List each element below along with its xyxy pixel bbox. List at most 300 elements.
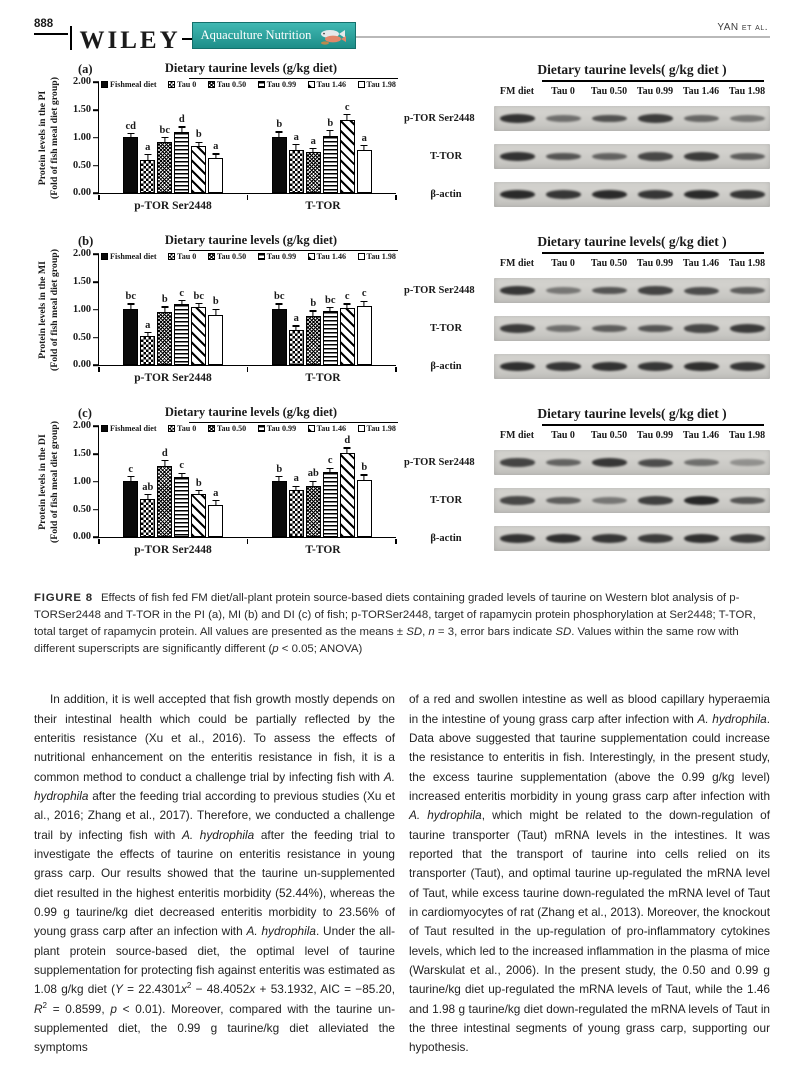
significance-letter: b <box>212 296 219 308</box>
significance-letter: c <box>128 463 134 475</box>
blot-band <box>500 324 535 332</box>
text-segment: 2 <box>42 1000 47 1010</box>
blot-lane-label: Tau 1.98 <box>728 258 766 269</box>
blot-lane <box>494 324 540 332</box>
blot-lane-label: Tau 0.50 <box>590 430 628 441</box>
error-bar-cap <box>144 154 151 155</box>
bar-group <box>248 254 397 365</box>
error-bar-cap <box>178 473 185 474</box>
error-bar <box>330 308 331 311</box>
blot-band <box>638 190 673 199</box>
bar-slot <box>289 426 304 537</box>
bar <box>174 477 189 537</box>
text-segment: = 22.4301 <box>122 982 181 997</box>
bar <box>191 146 206 194</box>
y-tick-label: 0.50 <box>72 503 91 515</box>
bar <box>340 120 355 193</box>
legend-item <box>308 80 346 89</box>
y-axis-label <box>34 249 64 386</box>
y-axis-label-text: Protein levels in the PI (Fold of fish meal diet group) <box>36 77 60 200</box>
blot-band <box>500 190 535 199</box>
x-axis-labels <box>98 200 398 212</box>
blot-lane <box>586 190 632 199</box>
legend-label: Tau 0.99 <box>266 424 297 434</box>
plot-area <box>72 420 396 543</box>
significance-letter: ab <box>142 481 154 493</box>
y-tick-label: 2.00 <box>72 76 91 88</box>
error-bar-cap <box>144 494 151 495</box>
blot-row-label: p-TOR Ser2448 <box>404 285 475 296</box>
error-bar-cap <box>178 126 185 127</box>
x-tick-mark <box>98 539 100 544</box>
text-segment: + 53.1932, AIC = −85.20, <box>255 982 395 997</box>
blot-band <box>546 459 581 466</box>
significance-letter: d <box>178 114 185 126</box>
blot-band <box>684 287 719 295</box>
blot-title-underline <box>542 424 764 426</box>
bar-slot <box>306 426 321 537</box>
bar <box>123 309 138 365</box>
y-tick-label: 0.00 <box>72 531 91 543</box>
blot-band <box>730 459 765 465</box>
blot-lane <box>678 190 724 199</box>
blot-band <box>638 362 673 371</box>
legend-swatch <box>101 81 108 88</box>
significance-letter: a <box>145 141 151 153</box>
error-bar <box>198 304 199 307</box>
bar-slot <box>191 254 206 365</box>
blot-lane-label: Tau 1.46 <box>682 430 720 441</box>
text-segment: , <box>422 626 429 639</box>
blot-band <box>592 153 627 160</box>
blot-lane <box>494 362 540 371</box>
bar <box>289 330 304 365</box>
blot-lane <box>494 496 540 504</box>
bar-slot <box>357 82 372 193</box>
blot-band <box>592 362 627 371</box>
significance-letter: d <box>161 447 168 459</box>
y-tick-label: 1.50 <box>72 103 91 115</box>
blot-title: Dietary taurine levels( g/kg diet ) <box>537 234 727 249</box>
text-segment: after the feeding trial to investigate the effects of taurine on enteritis resistance in young grass carp. Our results showed that the taurine un-supplemented diet resulted in the highest enteritis morbidity (52.44%), whereas the 0.99 g taurine/kg diet decreased enteritis morbidity to 23.56% of young grass carp after an infection with <box>34 827 396 939</box>
error-bar-cap <box>293 325 300 326</box>
blot-lane <box>724 115 770 122</box>
blot-row <box>402 278 770 303</box>
error-bar <box>198 491 199 494</box>
bar-group <box>99 254 248 365</box>
text-segment: A. hydrophila <box>246 924 316 939</box>
text-segment: . Under the all-plant protein source-based diet, the optimal level of taurine supplementation for protecting fish against enteritis was estimated as 1.08 g/kg diet ( <box>34 924 396 997</box>
blot-band <box>684 190 719 199</box>
error-bar-cap <box>293 144 300 145</box>
legend-label: Tau 1.98 <box>366 424 396 434</box>
blot-row-label: β-actin <box>430 361 462 372</box>
bar-slot <box>289 82 304 193</box>
y-axis-label-text: Protein levels in the MI (Fold of fish meal diet group) <box>36 249 60 372</box>
blot-band <box>638 459 673 467</box>
error-bar <box>364 146 365 150</box>
blot-band <box>684 152 719 160</box>
blot-row-label: p-TOR Ser2448 <box>404 113 475 124</box>
header-dash <box>182 38 192 40</box>
significance-letter: c <box>344 291 350 303</box>
bar-slot <box>157 82 172 193</box>
error-bar <box>347 305 348 308</box>
blot-lane <box>724 324 770 332</box>
error-bar-cap <box>178 300 185 301</box>
bar-slot <box>123 254 138 365</box>
y-tick-label: 1.00 <box>72 303 91 315</box>
blot-band <box>546 153 581 161</box>
x-axis-labels <box>98 372 398 384</box>
blot-band <box>546 534 581 543</box>
bar-chart-panel-b <box>34 234 398 402</box>
blot-lane-label: Tau 1.46 <box>682 86 720 97</box>
blot-row <box>402 354 770 379</box>
significance-letter: a <box>213 487 219 499</box>
text-segment: A. hydrophila <box>697 711 767 726</box>
chart-title-underline <box>189 422 398 424</box>
significance-letter: bc <box>274 291 285 303</box>
legend-swatch <box>308 81 315 88</box>
bar <box>272 481 287 537</box>
bar <box>191 307 206 365</box>
error-bar <box>364 476 365 480</box>
blot-row <box>402 144 770 169</box>
text-segment: of a red and swollen intestine as well as blood capillary hyperaemia in the intestine of young grass carp after infection with <box>409 692 770 726</box>
error-bar <box>364 302 365 306</box>
blot-title-underline <box>542 252 764 254</box>
text-segment: < 0.05; ANOVA) <box>278 643 363 656</box>
error-bar-cap <box>310 481 317 482</box>
blot-lane <box>586 362 632 371</box>
bar-slot <box>323 254 338 365</box>
y-tick-label: 0.50 <box>72 159 91 171</box>
y-tick-label: 1.50 <box>72 275 91 287</box>
blot-lane <box>494 152 540 161</box>
bar-slot <box>306 82 321 193</box>
legend-swatch <box>308 253 315 260</box>
blot-band <box>546 190 581 199</box>
blot-strip <box>494 450 770 475</box>
fish-illustration <box>317 27 347 45</box>
blot-lane <box>540 534 586 543</box>
y-tick-label: 0.00 <box>72 359 91 371</box>
text-segment: . Data above suggested that taurine supplementation could increase the resistance to enteritis in fish. Interestingly, in the present study, the excess taurine supplementation (above the 0.99 g/kg level) increased enteritis morbidity in young grass carp after infection with <box>409 711 770 803</box>
blot-lane <box>586 458 632 467</box>
bar-slot <box>140 426 155 537</box>
text-segment: − 48.4052 <box>191 982 250 997</box>
bar-group <box>99 426 248 537</box>
panel-label: (b) <box>78 234 94 248</box>
blot-band <box>684 362 719 371</box>
error-bar-cap <box>195 303 202 304</box>
legend-swatch <box>258 81 265 88</box>
text-segment: x <box>249 982 256 997</box>
blot-lane <box>678 152 724 160</box>
blot-lane <box>494 286 540 295</box>
error-bar <box>313 482 314 486</box>
blot-band <box>638 286 673 294</box>
bar-slot <box>191 426 206 537</box>
chart-body <box>34 420 398 558</box>
y-tick-label: 0.50 <box>72 331 91 343</box>
text-segment: In addition, it is well accepted that fish growth mostly depends on their intestinal health which could be partially reflected by the enteritis resistance (Xu et al., 2016). To assess the effects of nutritional enhancement on the enteritis resistance in fish, it is a common method to conduct a challenge trial by infecting fish with <box>34 692 395 784</box>
blot-row-label: T-TOR <box>429 323 463 334</box>
blot-lane <box>494 114 540 123</box>
blot-panel-3 <box>402 406 770 574</box>
error-bar <box>330 469 331 472</box>
blot-lane-label: Tau 0 <box>551 86 575 97</box>
blot-lane <box>586 497 632 504</box>
bar-slot <box>289 254 304 365</box>
blot-lane <box>632 496 678 504</box>
bar-group <box>248 426 397 537</box>
error-bar-cap <box>361 301 368 302</box>
legend-label: Tau 0 <box>177 252 197 262</box>
error-bar-cap <box>212 153 219 154</box>
error-bar-cap <box>127 476 134 477</box>
error-bar <box>296 145 297 149</box>
legend-label: Fishmeal diet <box>110 252 157 262</box>
error-bar <box>130 134 131 137</box>
error-bar <box>147 155 148 159</box>
chart-header <box>104 406 398 423</box>
error-bar-cap <box>276 303 283 304</box>
legend-swatch <box>358 253 365 260</box>
error-bar-cap <box>161 137 168 138</box>
legend-item <box>101 252 157 261</box>
text-segment: R <box>34 1001 43 1016</box>
bar-slot <box>272 426 287 537</box>
legend-item <box>308 252 346 261</box>
significance-letter: cd <box>125 120 136 132</box>
blot-lane <box>540 325 586 332</box>
blot-lane <box>586 325 632 333</box>
error-bar-cap <box>310 148 317 149</box>
error-bar-cap <box>293 486 300 487</box>
panel-label: (a) <box>78 62 93 76</box>
bar-slot <box>174 254 189 365</box>
legend-swatch <box>258 425 265 432</box>
blot-lane <box>494 458 540 466</box>
significance-letter: c <box>361 288 367 300</box>
bar <box>174 304 189 366</box>
bar-slot <box>306 254 321 365</box>
text-segment: p <box>272 643 279 656</box>
y-tick-label: 2.00 <box>72 248 91 260</box>
bar-slot <box>323 426 338 537</box>
legend-item <box>258 252 296 261</box>
y-tick-label: 1.00 <box>72 131 91 143</box>
bar-slot <box>272 82 287 193</box>
plot-column <box>64 76 398 214</box>
bar <box>272 137 287 193</box>
y-axis-label-text: Protein levels in the DI (Fold of fish meal diet group) <box>36 421 60 544</box>
bar-slot <box>208 254 223 365</box>
bar <box>157 312 172 365</box>
blot-row <box>402 316 770 341</box>
error-bar <box>198 143 199 146</box>
blot-lane <box>632 459 678 467</box>
bar-slot <box>140 82 155 193</box>
blot-lane-label: Tau 1.46 <box>682 258 720 269</box>
bar-groups <box>99 254 396 365</box>
blot-band <box>500 286 535 295</box>
text-segment: SD <box>555 626 572 639</box>
significance-letter: a <box>310 135 316 147</box>
legend-label: Tau 1.46 <box>316 80 347 90</box>
error-bar <box>313 312 314 316</box>
blot-lane <box>724 153 770 161</box>
blot-strip <box>494 144 770 169</box>
chart-body <box>34 76 398 214</box>
bar <box>208 505 223 537</box>
blot-strip <box>494 182 770 207</box>
bar <box>272 309 287 365</box>
significance-letter: b <box>195 477 202 489</box>
blot-lane <box>632 190 678 199</box>
bar-slot <box>191 82 206 193</box>
bar <box>208 315 223 365</box>
legend-label: Tau 1.46 <box>316 424 347 434</box>
chart-title: Dietary taurine levels (g/kg diet) <box>164 233 338 247</box>
panel-label: (c) <box>78 406 92 420</box>
blot-row <box>402 450 770 475</box>
blot-lane <box>540 497 586 505</box>
blot-strip <box>494 488 770 513</box>
blot-band <box>592 325 627 333</box>
bar <box>140 336 155 365</box>
legend-item <box>358 424 396 433</box>
blot-band <box>684 496 719 505</box>
bar-slot <box>123 82 138 193</box>
significance-letter: b <box>310 298 317 309</box>
blot-strip <box>494 316 770 341</box>
significance-letter: b <box>161 294 168 306</box>
blot-band <box>500 534 535 543</box>
blot-lane <box>632 534 678 542</box>
text-segment: = 0.8599, <box>47 1001 111 1016</box>
blot-band <box>684 324 719 332</box>
error-bar-cap <box>361 145 368 146</box>
error-bar <box>313 149 314 152</box>
significance-letter: c <box>179 460 185 472</box>
blot-lane <box>632 325 678 333</box>
blot-lane-headers <box>494 430 770 441</box>
blot-band <box>592 497 627 504</box>
blot-row <box>402 526 770 551</box>
significance-letter: bc <box>325 294 336 306</box>
error-bar-cap <box>161 306 168 307</box>
header-rule <box>356 36 770 38</box>
blot-band <box>500 362 535 371</box>
legend-item <box>208 80 246 89</box>
blot-lane <box>724 190 770 199</box>
blot-band <box>546 325 581 332</box>
text-segment: 2 <box>186 981 192 991</box>
plot-area <box>72 248 396 371</box>
y-tick-label: 1.50 <box>72 447 91 459</box>
blot-lane <box>586 153 632 160</box>
bar <box>340 453 355 537</box>
bar-chart-panel-a <box>34 62 398 230</box>
legend-swatch <box>208 81 215 88</box>
blot-lane <box>540 190 586 199</box>
blot-lane <box>632 152 678 160</box>
blot-lane <box>678 496 724 505</box>
legend-item <box>358 80 396 89</box>
blot-band <box>638 152 673 160</box>
blot-band <box>638 114 673 122</box>
bar <box>123 481 138 537</box>
legend-item <box>308 424 346 433</box>
text-segment: after the feeding trial according to previous studies (Xu et al., 2016; Zhang et al., 2017). Therefore, we conducted a challenge trail by infecting fish with <box>34 788 395 842</box>
x-group-label: T-TOR <box>305 372 341 385</box>
x-tick-mark <box>98 195 100 200</box>
significance-letter: b <box>195 129 202 141</box>
page-header <box>34 16 770 52</box>
blot-lane-headers <box>494 86 770 97</box>
y-tick-label: 1.00 <box>72 475 91 487</box>
error-bar <box>215 310 216 315</box>
significance-letter: a <box>145 319 151 331</box>
bar-slot <box>340 82 355 193</box>
blot-panel-2 <box>402 234 770 402</box>
blot-row <box>402 182 770 207</box>
significance-letter: ab <box>307 468 319 480</box>
bar-slot <box>174 82 189 193</box>
significance-letter: b <box>276 463 283 475</box>
legend-label: Tau 1.46 <box>316 252 347 262</box>
bar-chart-panel-c <box>34 406 398 574</box>
error-bar-cap <box>127 303 134 304</box>
blot-lane <box>678 362 724 371</box>
error-bar <box>147 333 148 336</box>
bar <box>289 150 304 194</box>
significance-letter: b <box>276 119 283 131</box>
legend-label: Fishmeal diet <box>110 80 157 90</box>
significance-letter: a <box>213 141 219 153</box>
legend-label: Tau 0.50 <box>216 80 247 90</box>
blot-lane <box>632 286 678 294</box>
significance-letter: a <box>361 132 367 144</box>
x-tick-mark <box>395 367 397 372</box>
figure-caption <box>34 590 770 658</box>
text-segment: Y <box>115 982 123 997</box>
chart-legend <box>101 424 396 433</box>
y-tick-label: 2.00 <box>72 420 91 432</box>
error-bar <box>164 308 165 312</box>
bar-slot <box>208 426 223 537</box>
significance-letter: a <box>293 473 299 485</box>
blot-title: Dietary taurine levels( g/kg diet ) <box>537 406 727 421</box>
error-bar <box>164 138 165 141</box>
chart-title-underline <box>189 78 398 80</box>
blot-band <box>500 152 535 161</box>
blot-band <box>592 458 627 467</box>
blot-row <box>402 488 770 513</box>
blot-band <box>684 534 719 543</box>
running-head-block <box>356 22 770 52</box>
text-segment: < 0.01). Moreover, compared with the taurine un-supplemented diet, the 0.99 g taurine/kg diet alleviated the symptoms <box>34 1001 395 1055</box>
bar <box>157 466 172 538</box>
legend-item <box>101 80 157 89</box>
blot-lane-label: Tau 0.99 <box>636 258 674 269</box>
left-column-paragraph <box>34 690 395 1058</box>
bar-group <box>99 82 248 193</box>
bar <box>306 486 321 538</box>
